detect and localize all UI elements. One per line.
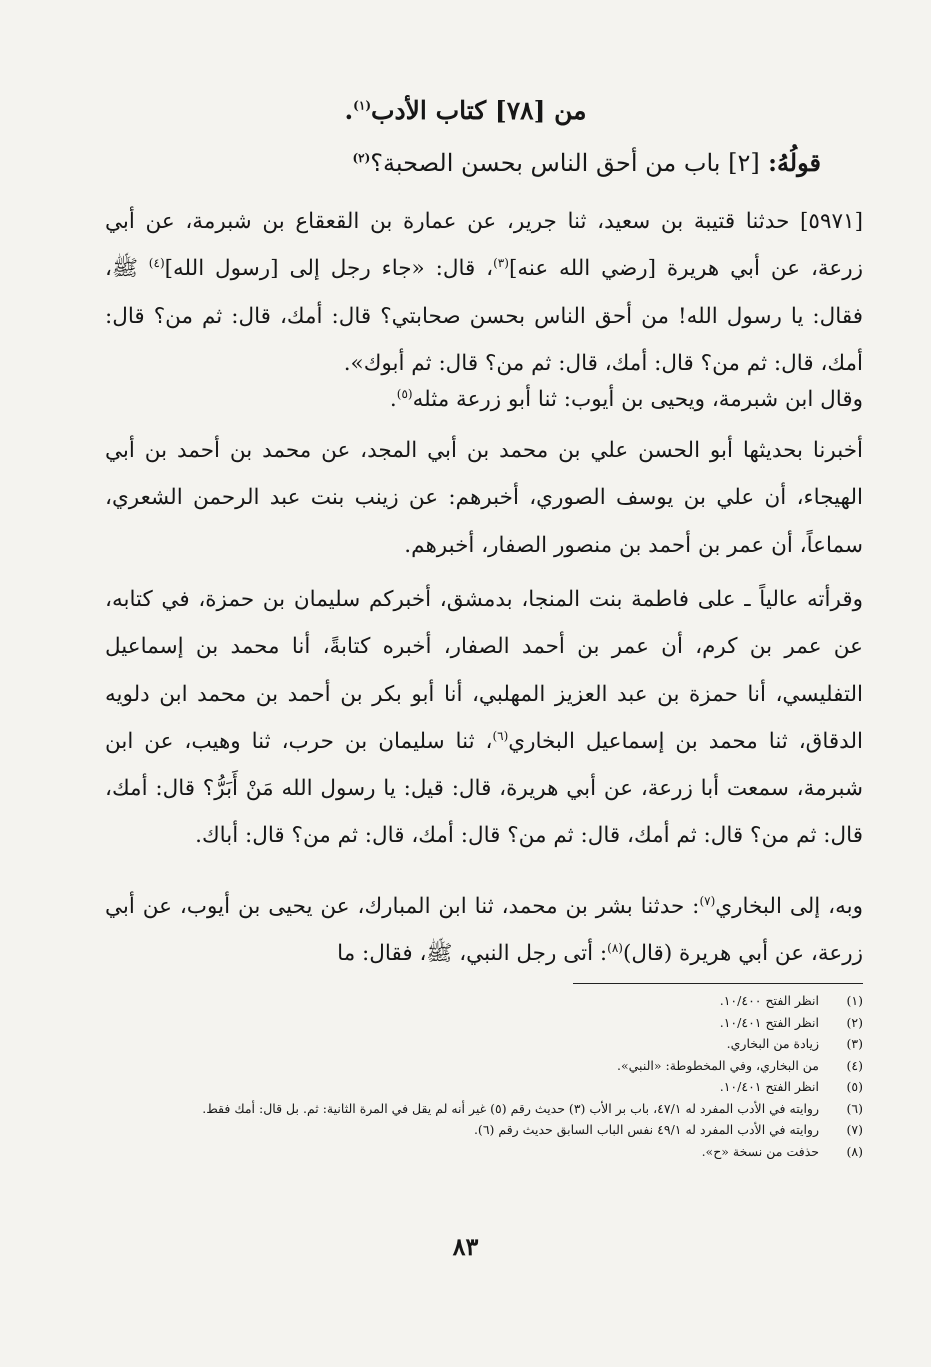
footnote-text: انظر الفتح ١٠/٤٠١. [719, 1014, 819, 1030]
footnote [105, 1012, 863, 1034]
footnote-number: (٨) [846, 1143, 863, 1159]
footnote-text: حذفت من نسخة «ح». [701, 1143, 819, 1159]
footnote-number: (٧) [846, 1122, 863, 1137]
footnote-number: (١) [846, 993, 863, 1008]
footnote-number: (٢) [846, 1014, 863, 1030]
p1-part2: ، قال: «جاء رجل إلى [رسول الله] [164, 256, 494, 282]
isnad-paragraph-3 [105, 883, 863, 978]
footnote [105, 1119, 863, 1141]
chapter-title [0, 96, 931, 125]
footnotes [105, 990, 863, 1162]
footnote-marker-6: (٦) [492, 728, 509, 743]
footnote-number: (٦) [846, 1100, 863, 1116]
p5-part3: : أتى رجل النبي، ﷺ، فقال: ما [337, 941, 608, 967]
narration-note-paragraph [105, 376, 863, 423]
footnote-text: انظر الفتح ١٠/٤٠٠. [719, 993, 819, 1008]
footnote-text: روايته في الأدب المفرد له ٤٩/١ نفس الباب السابق حديث رقم (٦). [473, 1122, 819, 1137]
footnote-text: روايته في الأدب المفرد له ٤٧/١، باب بر الأب (٣) حديث رقم (٥) غير أنه لم يقل في المرة الثانية: ثم. بل قال: أمك فقط. [202, 1100, 819, 1116]
footnote-text: من البخاري، وفي المخطوطة: «النبي». [617, 1057, 819, 1073]
footnote-marker-8: (٨) [607, 941, 623, 956]
footnote-divider [573, 983, 863, 984]
footnote [105, 1055, 863, 1077]
p4-part2: ، ثنا سليمان بن حرب، ثنا وهيب، عن ابن شبرمة، سمعت أبا زرعة، عن أبي هريرة، قال: قيل: يا رسول الله مَنْ أَبَرُّ؟ قال: أمك، قال: ثم من؟ قال: ثم أمك، قال: ثم من؟ قال: أمك، قال: ثم من؟ قال: أباك. [105, 728, 863, 849]
isnad-paragraph-2 [105, 576, 863, 860]
footnote-marker-1: (١) [353, 98, 371, 113]
footnote [105, 990, 863, 1012]
chapter-title-end: . [344, 96, 354, 125]
footnote-number: (٤) [846, 1057, 863, 1073]
page-number: ٨٣ [452, 1232, 479, 1261]
p4-part1: وقرأته عالياً ـ على فاطمة بنت المنجا، بدمشق، أخبركم سليمان بن حمزة، في كتابه، عن عمر بن كرم، أن عمر بن أحمد الصفار، أخبره كتابةً، أنا محمد بن إسماعيل التفليسي، أنا حمزة بن عبد العزيز المهلبي، أنا أبو بكر بن أحمد بن محمد ابن دلويه الدقاق، ثنا محمد بن إسماعيل البخاري [105, 587, 863, 754]
footnote-marker-5: (٥) [396, 386, 413, 401]
p2-end: . [389, 387, 397, 412]
footnote-marker-7: (٧) [699, 893, 716, 908]
p2-text: وقال ابن شبرمة، ويحيى بن أيوب: ثنا أبو زرعة مثله [412, 387, 863, 412]
footnote [105, 1141, 863, 1163]
footnote-text: انظر الفتح ١٠/٤٠١. [719, 1079, 819, 1094]
p5-part2: : حدثنا بشر بن محمد، ثنا ابن المبارك، عن يحيى بن أيوب، عن أبي زرعة، عن أبي هريرة (قال) [105, 894, 863, 967]
chapter-title-text: من [٧٨] كتاب الأدب [371, 96, 587, 125]
p1-part3: ﷺ، فقال: يا رسول الله! من أحق الناس بحسن صحابتي؟ قال: أمك، قال: ثم من؟ قال: أمك، قال: ثم من؟ قال: أمك، قال: ثم من؟ قال: ثم أبوك». [105, 256, 863, 376]
footnote-number: (٣) [846, 1036, 863, 1051]
footnote [105, 1033, 863, 1055]
section-heading [101, 148, 821, 177]
p5-part1: وبه، إلى البخاري [715, 894, 863, 919]
footnote-marker-2: (٢) [352, 151, 371, 165]
footnote-marker-3: (٣) [493, 256, 509, 271]
section-heading-text: [٢] باب من أحق الناس بحسن الصحبة؟ [370, 149, 760, 177]
p3-text: أخبرنا بحديثها أبو الحسن علي بن محمد بن أبي المجد، عن محمد بن أحمد بن أبي الهيجاء، أن علي بن يوسف الصوري، أخبرهم: عن زينب بنت عبد الرحمن الشعري، سماعاً، أن عمر بن أحمد بن منصور الصفار، أخبرهم. [105, 438, 863, 558]
footnote-text: زيادة من البخاري. [726, 1036, 819, 1051]
hadith-paragraph-5971 [105, 198, 863, 387]
section-heading-lead: قولُهُ: [768, 148, 821, 177]
p1-part1: [٥٩٧١] حدثنا قتيبة بن سعيد، ثنا جرير، عن عمارة بن القعقاع بن شبرمة، عن أبي زرعة، عن أبي هريرة [رضي الله عنه] [105, 209, 864, 282]
footnote-number: (٥) [846, 1079, 863, 1094]
footnote [105, 1098, 863, 1120]
footnote [105, 1076, 863, 1098]
isnad-paragraph-1 [105, 427, 863, 569]
footnote-marker-4: (٤) [148, 256, 165, 271]
